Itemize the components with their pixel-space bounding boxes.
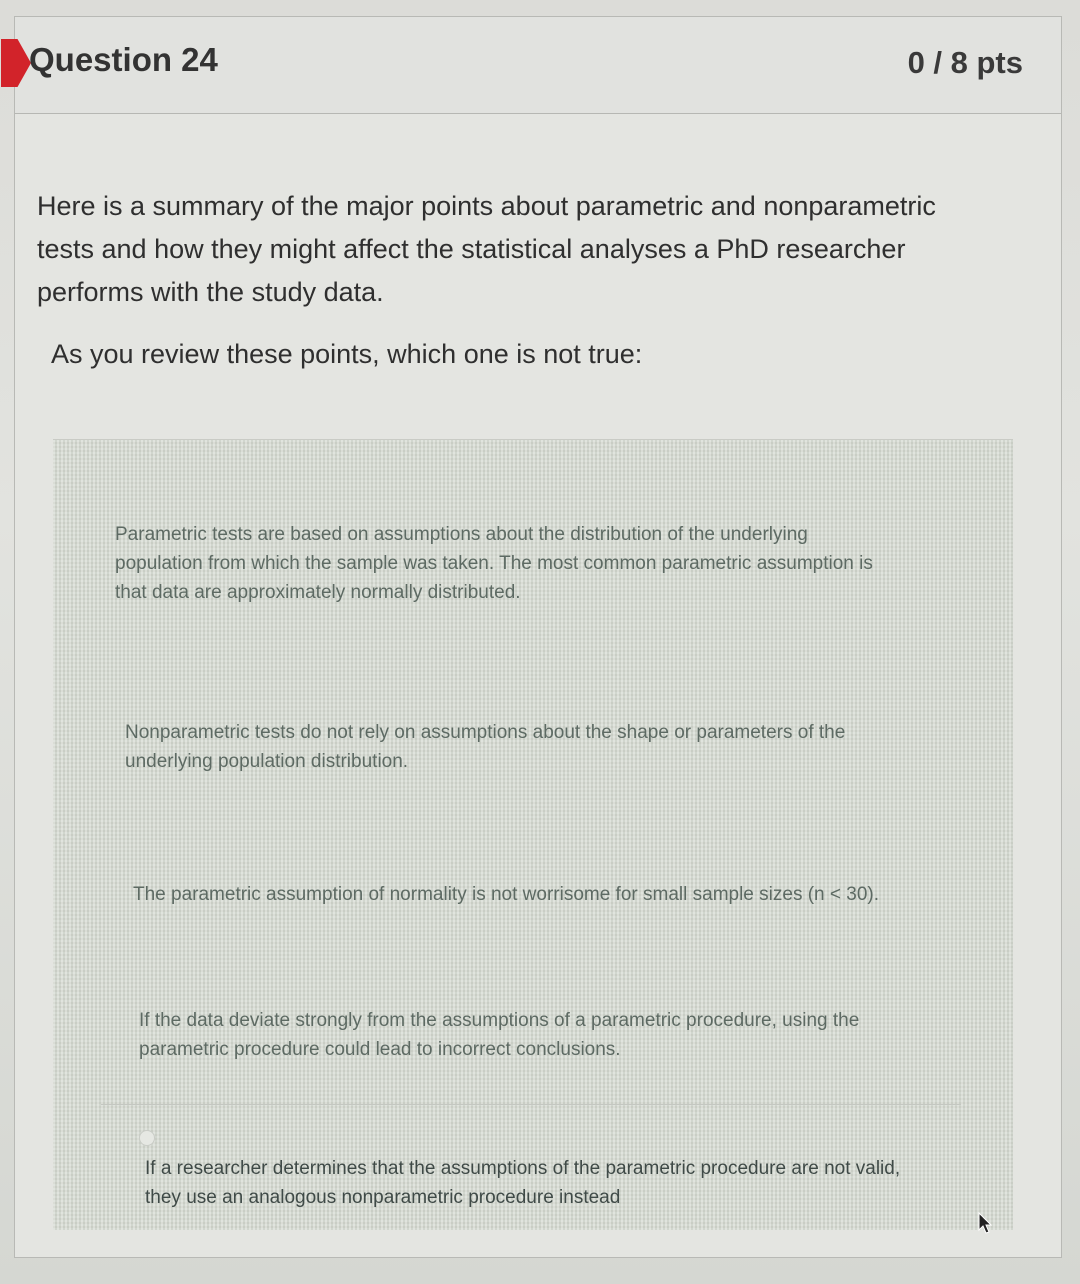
answer-option-3[interactable]	[133, 880, 913, 909]
question-header	[15, 17, 1061, 114]
question-title: Question 24	[29, 41, 218, 78]
answer-option-5-text: If a researcher determines that the assumptions of the parametric procedure are not valid, they use an analogous nonparametric procedure instead	[145, 1158, 901, 1208]
answer-option-4-text: If the data deviate strongly from the assumptions of a parametric procedure, using the parametric procedure could lead to incorrect conclusions.	[139, 1010, 860, 1060]
answer-list	[53, 439, 1013, 1230]
answer-option-3-text: The parametric assumption of normality is not worrisome for small sample sizes (n < 30).	[133, 884, 880, 905]
question-stem: Here is a summary of the major points about parametric and nonparametric tests and how they might affect the statistical analyses a PhD researcher performs with the study data.	[37, 191, 936, 307]
answer-option-5-radio[interactable]	[139, 1130, 155, 1146]
question-points: 0 / 8 pts	[907, 45, 1023, 80]
answer-option-1-text: Parametric tests are based on assumptions about the distribution of the underlying population from which the sample was taken. The most common parametric assumption is that data are approximately normally distributed.	[115, 524, 873, 603]
mouse-cursor-icon	[978, 1212, 992, 1234]
answer-divider	[101, 1104, 961, 1105]
answer-option-2[interactable]	[125, 718, 935, 776]
answer-option-1[interactable]	[115, 520, 885, 607]
question-prompt: As you review these points, which one is not true:	[51, 339, 643, 369]
answer-option-2-text: Nonparametric tests do not rely on assumptions about the shape or parameters of the underlying population distribution.	[125, 722, 846, 772]
answer-option-4[interactable]	[139, 1006, 919, 1064]
answer-option-5[interactable]	[145, 1154, 905, 1212]
incorrect-marker-icon	[1, 39, 31, 87]
question-card	[14, 16, 1062, 1258]
